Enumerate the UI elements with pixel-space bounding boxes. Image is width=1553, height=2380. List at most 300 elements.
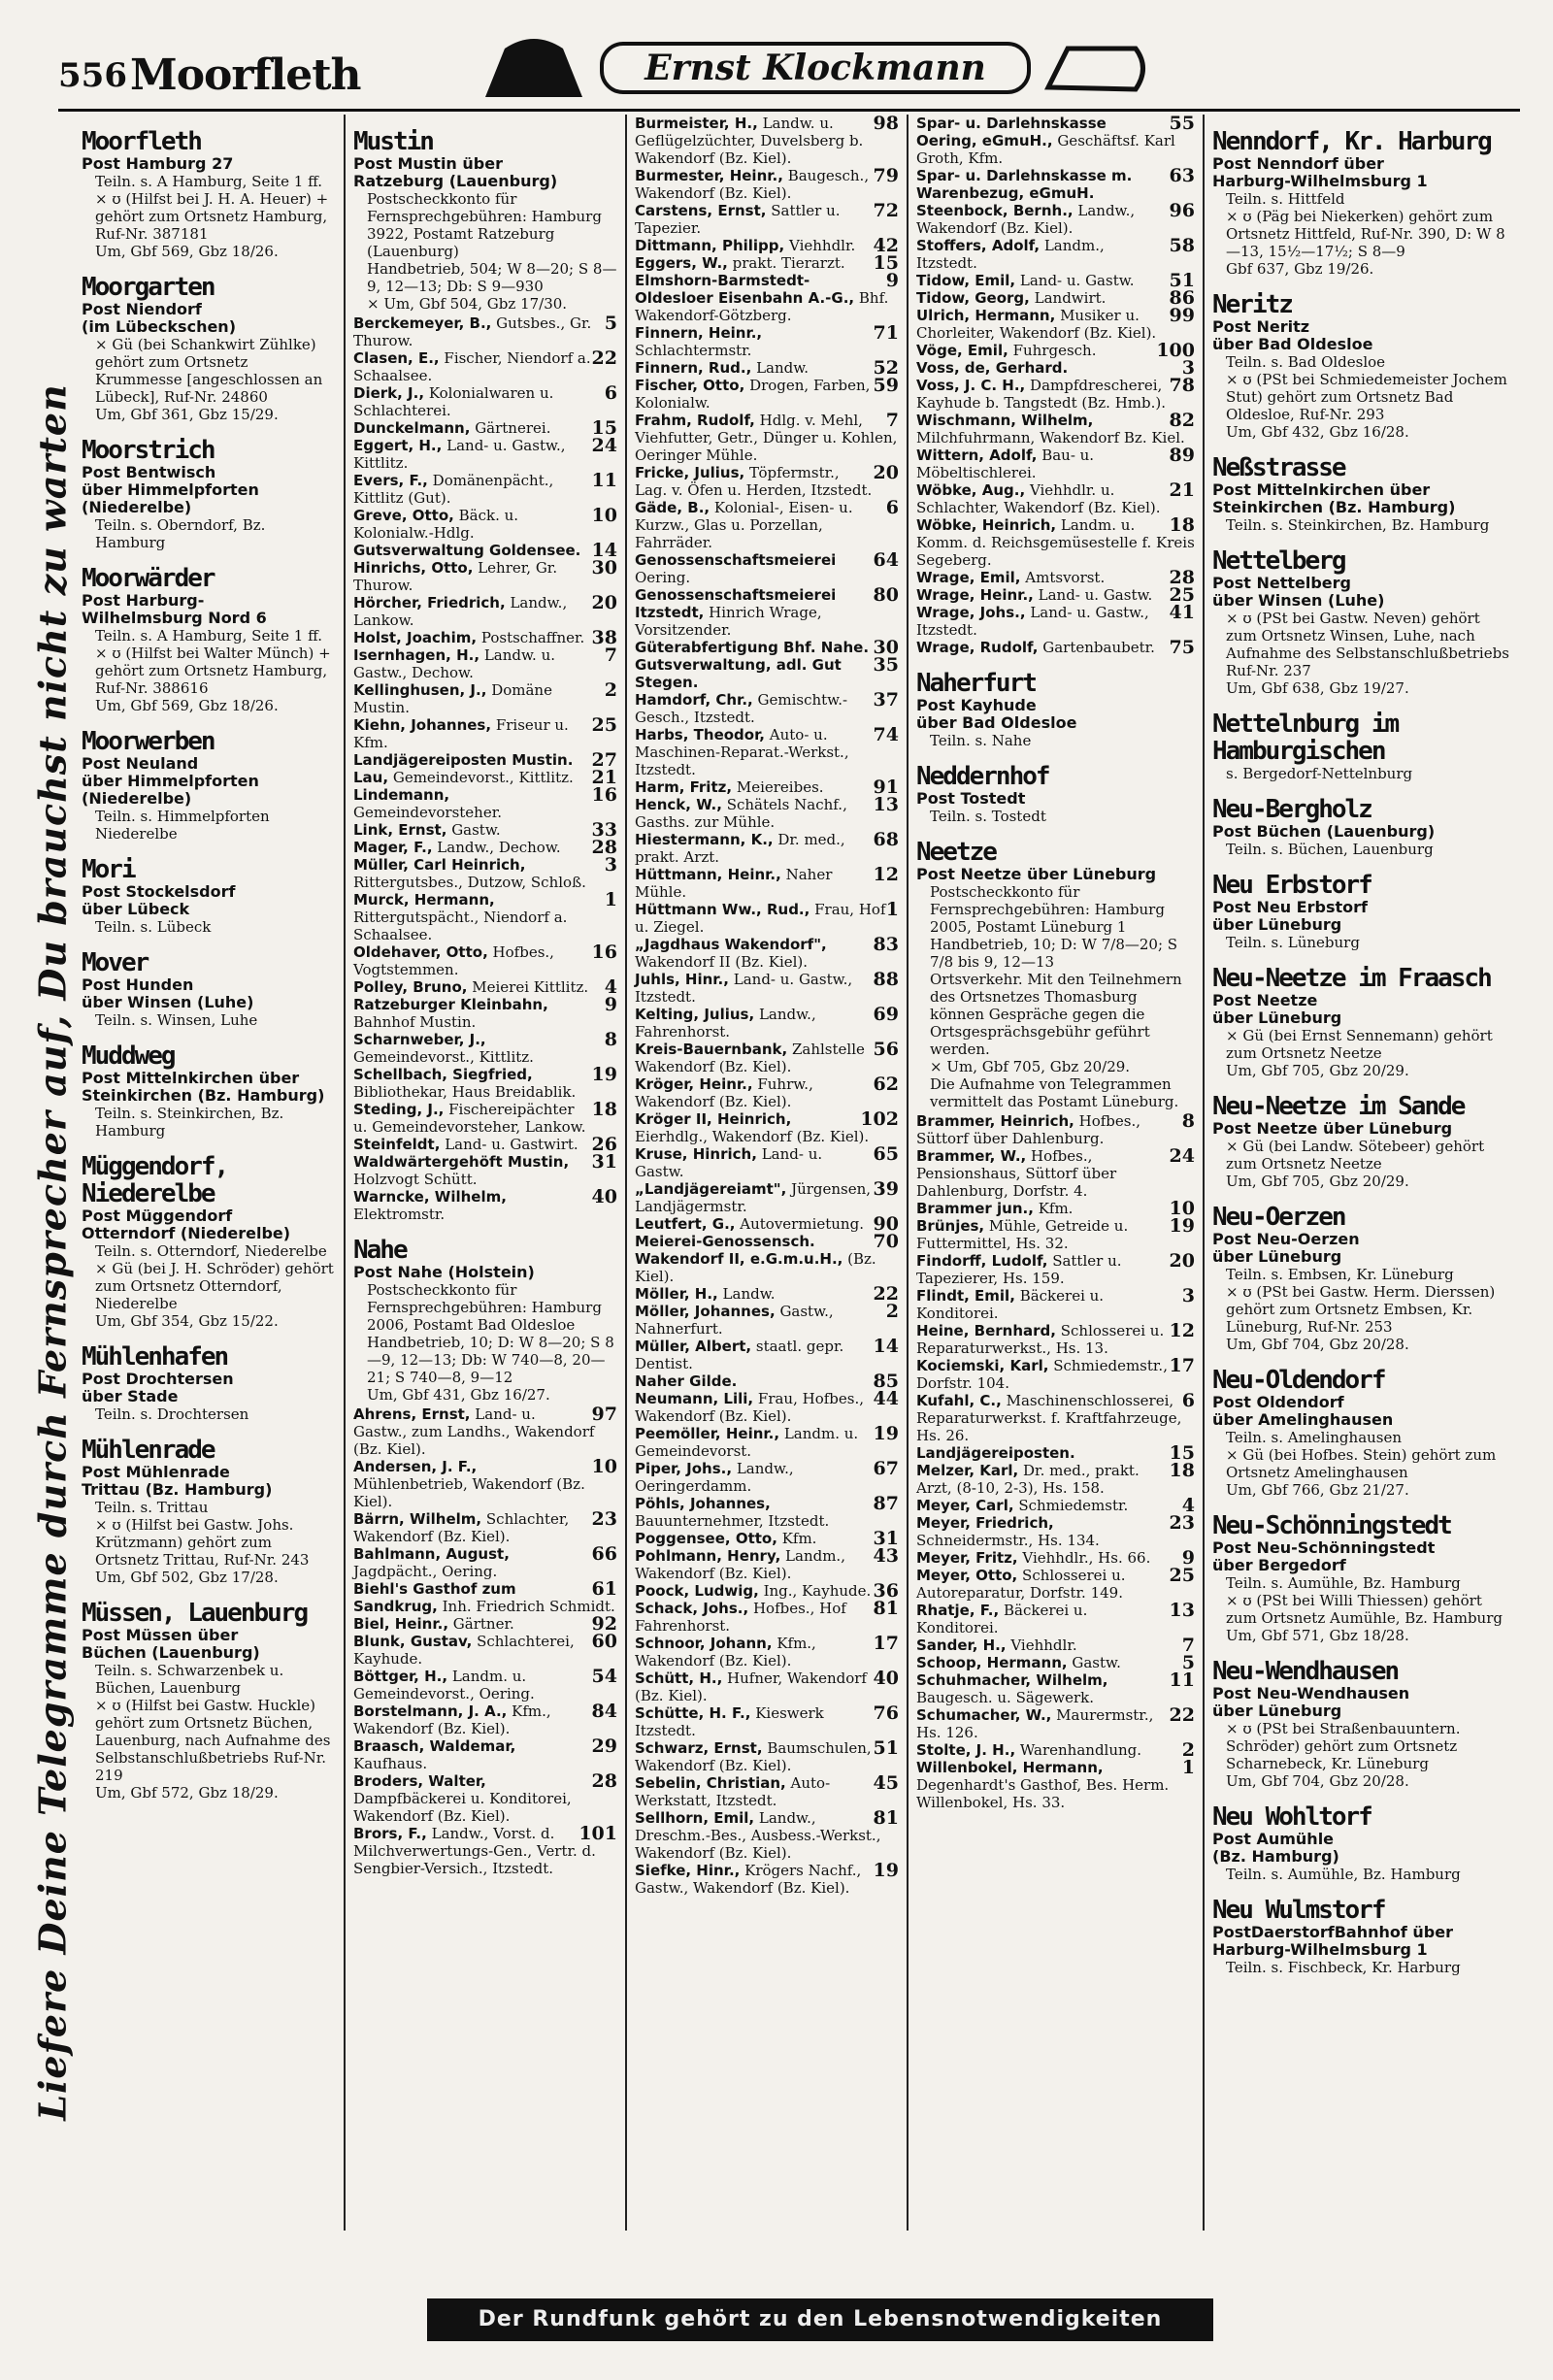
subscriber-details: Bäckerei u. Konditorei.: [916, 1287, 1105, 1322]
post-office: Post Hamburg 27: [82, 154, 234, 173]
subscriber-details: Mühlenbetrieb, Wakendorf (Bz. Kiel).: [353, 1475, 585, 1510]
subscriber-entry: [916, 359, 1195, 377]
subscriber-name: Broders, Walter,: [353, 1772, 486, 1790]
post-office: über Bad Oldesloe: [1212, 335, 1373, 353]
subscriber-details: Land- u. Gastw., Kittlitz.: [353, 437, 566, 472]
subscriber-entry: [353, 943, 617, 978]
logo-text: Ernst Klockmann: [644, 48, 986, 88]
subscriber-name: Kelting, Julius,: [635, 1006, 755, 1023]
subscriber-entry: [353, 769, 617, 786]
subscriber-details: Inh. Friedrich Schmidt.: [442, 1598, 615, 1615]
subscriber-entry: [635, 691, 899, 726]
place-info: Postscheckkonto für Fernsprechgebühren: Hamburg 2006, Postamt Bad Oldesloe: [367, 1281, 602, 1334]
subscriber-entry: [353, 1458, 617, 1510]
subscriber-name: Spar- u. Darlehnskasse Oering, eGmuH.,: [916, 115, 1107, 149]
subscriber-details: Schmiedemstr., Dorfstr. 104.: [916, 1357, 1168, 1392]
phone-number: 52: [873, 357, 899, 379]
place-info: Um, Gbf 572, Gbz 18/29.: [95, 1784, 279, 1802]
subscriber-name: Wöbke, Heinrich,: [916, 516, 1057, 534]
subscriber-name: Schack, Johs.,: [635, 1600, 749, 1617]
subscriber-entry: [635, 1006, 899, 1041]
phone-number: 19: [1169, 1215, 1195, 1237]
subscriber-details: Fuhrgesch.: [1012, 342, 1097, 359]
place-info: Um, Gbf 638, Gbz 19/27.: [1226, 679, 1409, 697]
subscriber-entry: [916, 1200, 1195, 1217]
subscriber-details: Gartenbaubetr.: [1042, 639, 1155, 656]
subscriber-name: Sander, H.,: [916, 1636, 1007, 1654]
subscriber-entry: [353, 996, 617, 1031]
subscriber-name: Evers, F.,: [353, 472, 428, 489]
subscriber-name: Poggensee, Otto,: [635, 1530, 777, 1547]
place-name: Mühlenrade: [82, 1436, 215, 1465]
place-entry: [82, 856, 336, 936]
place-entry: [1212, 1204, 1512, 1353]
subscriber-name: Braasch, Waldemar,: [353, 1737, 516, 1755]
place-info: Teiln. s. Schwarzenbek u. Büchen, Lauenburg: [95, 1662, 284, 1697]
subscriber-name: Gutsverwaltung, adl. Gut Stegen.: [635, 656, 842, 691]
place-info: × ʊ (Hilfst bei J. H. A. Heuer) + gehört zum Ortsnetz Hamburg, Ruf-Nr. 387181: [95, 190, 329, 243]
place-info: × Gü (bei J. H. Schröder) gehört zum Ortsnetz Otterndorf, Niederelbe: [95, 1260, 334, 1312]
place-info: × Gü (bei Landw. Sötebeer) gehört zum Ortsnetz Neetze: [1226, 1138, 1485, 1173]
subscriber-details: Schlachtermstr.: [635, 342, 752, 359]
place-entry: [82, 1600, 336, 1802]
subscriber-name: Steinfeldt,: [353, 1136, 441, 1153]
place-name: Neu-Neetze im Fraasch: [1212, 964, 1491, 993]
subscriber-name: Blunk, Gustav,: [353, 1633, 473, 1650]
place-name: Neßstrasse: [1212, 453, 1345, 482]
subscriber-details: Schlosserei u. Autoreparatur, Dorfstr. 149.: [916, 1567, 1126, 1602]
phone-number: 40: [591, 1186, 617, 1207]
phone-number: 37: [873, 689, 899, 711]
phone-number: 5: [1181, 1652, 1195, 1673]
subscriber-name: Landjägereiposten Mustin.: [353, 751, 574, 769]
subscriber-details: Dr. med., prakt. Arzt, (8-10, 2-3), Hs. 158.: [916, 1462, 1140, 1497]
phone-number: 35: [873, 654, 899, 676]
subscriber-details: Wakendorf II (Bz. Kiel).: [635, 953, 809, 971]
subscriber-name: Kruse, Hinrich,: [635, 1145, 757, 1163]
place-entry: [1212, 796, 1512, 858]
subscriber-entry: [916, 412, 1195, 446]
subscriber-details: (Bz. Kiel).: [635, 1250, 876, 1285]
subscriber-name: „Jagdhaus Wakendorf",: [635, 936, 827, 953]
subscriber-details: Gemischtw.-Gesch., Itzstedt.: [635, 691, 848, 726]
subscriber-entry: [635, 499, 899, 551]
phone-number: 92: [591, 1613, 617, 1635]
subscriber-entry: [635, 1739, 899, 1774]
place-entry: [82, 1437, 336, 1586]
subscriber-entry: [353, 314, 617, 349]
place-entry: [1212, 1803, 1512, 1883]
side-slogan: Liefere Deine Telegramme durch Fernsprecher auf, Du brauchst nicht zu warten: [30, 383, 75, 2121]
phone-number: 82: [1169, 410, 1195, 431]
subscriber-entry: [916, 272, 1195, 289]
subscriber-details: Zahlstelle Wakendorf (Bz. Kiel).: [635, 1041, 865, 1075]
subscriber-name: Wrage, Johs.,: [916, 604, 1026, 621]
post-office: Steinkirchen (Bz. Hamburg): [82, 1086, 325, 1105]
subscriber-entry: [916, 237, 1195, 272]
phone-number: 40: [873, 1668, 899, 1689]
subscriber-entry: [635, 1075, 899, 1110]
place-name: Müssen, Lauenburg: [82, 1599, 308, 1628]
place-entry: [1212, 1658, 1512, 1790]
subscriber-name: Berckemeyer, B.,: [353, 314, 492, 332]
phone-number: 69: [873, 1004, 899, 1025]
phone-number: 51: [1169, 270, 1195, 291]
place-info: Teiln. s. Nahe: [930, 732, 1032, 749]
phone-number: 22: [873, 1283, 899, 1305]
place-info: Die Aufnahme von Telegrammen vermittelt das Postamt Lüneburg.: [930, 1075, 1179, 1110]
phone-number: 7: [1181, 1635, 1195, 1656]
subscriber-name: Genossenschaftsmeierei: [635, 551, 837, 569]
subscriber-details: Frau, Hofbes., Wakendorf (Bz. Kiel).: [635, 1390, 865, 1425]
subscriber-details: Gemeindevorst., Kittlitz.: [392, 769, 574, 786]
phone-number: 18: [591, 1099, 617, 1120]
place-info: Teiln. s. Steinkirchen, Bz. Hamburg: [95, 1105, 284, 1140]
subscriber-details: Fischereipächter u. Gemeindevorsteher, Lankow.: [353, 1101, 586, 1136]
subscriber-details: Naher Mühle.: [635, 866, 833, 901]
place-entry: [353, 128, 617, 313]
place-info: × Gü (bei Hofbes. Stein) gehört zum Ortsnetz Amelinghausen: [1226, 1446, 1497, 1481]
subscriber-entry: [353, 1737, 617, 1772]
subscriber-details: Bhf. Wakendorf-Götzberg.: [635, 289, 889, 324]
phone-number: 8: [604, 1029, 617, 1050]
phone-number: 12: [1169, 1320, 1195, 1341]
phone-number: 16: [591, 784, 617, 806]
place-info: × ʊ (Päg bei Niekerken) gehört zum Ortsnetz Hittfeld, Ruf-Nr. 390, D: W 8—13, 15½—17½; S 8—9: [1226, 208, 1505, 260]
subscriber-details: Maurermstr., Hs. 126.: [916, 1706, 1154, 1741]
subscriber-entry: [635, 1774, 899, 1809]
subscriber-details: Schlosserei u. Reparaturwerkst., Hs. 13.: [916, 1322, 1165, 1357]
phone-number: 39: [873, 1178, 899, 1200]
phone-number: 19: [873, 1423, 899, 1444]
subscriber-entry: [916, 446, 1195, 481]
subscriber-details: Bibliothekar, Haus Breidablik.: [353, 1083, 577, 1101]
subscriber-entry: [353, 349, 617, 384]
post-office: über Himmelpforten: [82, 772, 259, 790]
phone-number: 54: [591, 1666, 617, 1687]
phone-number: 21: [1169, 479, 1195, 501]
subscriber-entry: [916, 604, 1195, 639]
subscriber-name: Pöhls, Johannes,: [635, 1495, 771, 1512]
place-info: Um, Gbf 569, Gbz 18/26.: [95, 243, 279, 260]
phone-number: 30: [873, 637, 899, 658]
phone-number: 14: [873, 1336, 899, 1357]
phone-number: 44: [873, 1388, 899, 1409]
subscriber-details: Land- u. Gastw.: [635, 1145, 823, 1180]
subscriber-entry: [916, 1444, 1195, 1462]
post-office: Post Nettelberg: [1212, 574, 1351, 592]
subscriber-details: Degenhardt's Gasthof, Bes. Herm. Willenbokel, Hs. 33.: [916, 1776, 1170, 1811]
post-office: Post Büchen (Lauenburg): [1212, 822, 1436, 841]
subscriber-name: Frahm, Rudolf,: [635, 412, 755, 429]
subscriber-details: Gemeindevorst., Kittlitz.: [353, 1048, 534, 1066]
phone-number: 63: [1169, 165, 1195, 186]
phone-number: 11: [1169, 1669, 1195, 1691]
subscriber-name: Findorff, Ludolf,: [916, 1252, 1048, 1270]
place-name: Moorstrich: [82, 436, 215, 465]
subscriber-name: Vöge, Emil,: [916, 342, 1008, 359]
place-info: Teiln. s. Winsen, Luhe: [95, 1011, 258, 1029]
subscriber-entry: [916, 289, 1195, 307]
place-info: Um, Gbf 705, Gbz 20/29.: [1226, 1173, 1409, 1190]
place-info: Um, Gbf 704, Gbz 20/28.: [1226, 1772, 1409, 1790]
phone-number: 33: [591, 819, 617, 841]
subscriber-details: Dampfbäckerei u. Konditorei, Wakendorf (Bz. Kiel).: [353, 1790, 572, 1825]
phone-number: 3: [604, 854, 617, 876]
subscriber-name: Willenbokel, Hermann,: [916, 1759, 1104, 1776]
subscriber-name: Peemöller, Heinr.,: [635, 1425, 780, 1442]
post-office: Post Neu-Wendhausen: [1212, 1684, 1410, 1702]
phone-number: 16: [591, 942, 617, 963]
subscriber-details: Fischer, Niendorf a. Schaalsee.: [353, 349, 591, 384]
subscriber-name: Carstens, Ernst,: [635, 202, 767, 219]
place-entry: [1212, 872, 1512, 951]
place-entry: [82, 1042, 336, 1140]
place-name: Neu-Bergholz: [1212, 795, 1371, 824]
place-info: Um, Gbf 431, Gbz 16/27.: [367, 1386, 550, 1404]
subscriber-name: Schwarz, Ernst,: [635, 1739, 763, 1757]
subscriber-details: Hofbes., Pensionshaus, Süttorf über Dahlenburg, Dorfstr. 4.: [916, 1147, 1117, 1200]
place-entry: [916, 670, 1195, 749]
place-entry: [82, 437, 336, 551]
subscriber-entry: [916, 1671, 1195, 1706]
subscriber-entry: [635, 324, 899, 359]
phone-number: 71: [873, 322, 899, 344]
subscriber-name: Böttger, H.,: [353, 1668, 448, 1685]
subscriber-name: Meyer, Otto,: [916, 1567, 1018, 1584]
subscriber-entry: [635, 796, 899, 831]
subscriber-entry: [916, 639, 1195, 656]
subscriber-details: Land- u. Gastw., zum Landhs., Wakendorf (Bz. Kiel).: [353, 1405, 595, 1458]
subscriber-details: Rittergutsbes., Dutzow, Schloß.: [353, 874, 586, 891]
subscriber-name: Schnoor, Johann,: [635, 1635, 773, 1652]
subscriber-entry: [635, 1600, 899, 1635]
post-office: Post Harburg-: [82, 591, 205, 610]
subscriber-name: Greve, Otto,: [353, 507, 454, 524]
place-entry: [82, 565, 336, 714]
subscriber-details: Hdlg. v. Mehl, Viehfutter, Getr., Dünger u. Kohlen, Oeringer Mühle.: [635, 412, 898, 464]
subscriber-name: „Landjägereiamt",: [635, 1180, 787, 1198]
subscriber-name: Eggers, W.,: [635, 254, 728, 272]
phone-number: 5: [604, 313, 617, 334]
subscriber-details: Postschaffner.: [480, 629, 585, 646]
subscriber-entry: [635, 464, 899, 499]
subscriber-entry: [353, 1066, 617, 1101]
subscriber-entry: [353, 716, 617, 751]
subscriber-name: Kufahl, C.,: [916, 1392, 1002, 1409]
phone-number: 22: [1169, 1704, 1195, 1726]
phone-number: 7: [604, 645, 617, 666]
subscriber-name: Meierei-Genossensch. Wakendorf II, e.G.m.u.H.,: [635, 1233, 843, 1268]
place-name: Muddweg: [82, 1041, 175, 1071]
subscriber-name: Landjägereiposten.: [916, 1444, 1075, 1462]
subscriber-entry: [353, 1136, 617, 1153]
post-office: Steinkirchen (Bz. Hamburg): [1212, 498, 1456, 516]
phone-number: 68: [873, 829, 899, 850]
subscriber-entry: [635, 1704, 899, 1739]
phone-number: 24: [591, 435, 617, 456]
subscriber-name: Müller, Carl Heinrich,: [353, 856, 526, 874]
subscriber-entry: [916, 1706, 1195, 1741]
phone-number: 85: [873, 1371, 899, 1392]
phone-number: 81: [873, 1598, 899, 1619]
phone-number: 56: [873, 1039, 899, 1060]
subscriber-name: Elmshorn-Barmstedt-Oldesloer Eisenbahn A.-G.,: [635, 272, 855, 307]
subscriber-entry: [635, 412, 899, 464]
place-info: Teiln. s. Otterndorf, Niederelbe: [95, 1242, 327, 1260]
phone-number: 41: [1169, 602, 1195, 623]
phone-number: 17: [873, 1633, 899, 1654]
phone-number: 70: [873, 1231, 899, 1252]
subscriber-entry: [916, 1549, 1195, 1567]
column-3: [627, 115, 909, 2231]
subscriber-entry: [635, 377, 899, 412]
phone-number: 25: [1169, 1565, 1195, 1586]
subscriber-entry: [353, 419, 617, 437]
subscriber-entry: [635, 1110, 899, 1145]
place-info: Teiln. s. Himmelpforten Niederelbe: [95, 808, 270, 843]
subscriber-details: Landwirt.: [1034, 289, 1107, 307]
subscriber-name: Brünjes,: [916, 1217, 985, 1235]
subscriber-name: Melzer, Karl,: [916, 1462, 1019, 1479]
subscriber-name: Kröger II, Heinrich,: [635, 1110, 792, 1128]
subscriber-name: Kreis-Bauernbank,: [635, 1041, 788, 1058]
subscriber-entry: [635, 866, 899, 901]
subscriber-details: Warenhandlung.: [1019, 1741, 1142, 1759]
subscriber-details: Geschäftsf. Karl Groth, Kfm.: [916, 132, 1175, 167]
subscriber-details: Viehhdlr. u. Schlachter, Wakendorf (Bz. Kiel).: [916, 481, 1161, 516]
subscriber-name: Oldehaver, Otto,: [353, 943, 488, 961]
post-office: über Lüneburg: [1212, 1008, 1342, 1027]
place-info: Um, Gbf 569, Gbz 18/26.: [95, 697, 279, 714]
post-office: Post Aumühle: [1212, 1830, 1335, 1848]
place-name: Neu-Oldendorf: [1212, 1366, 1385, 1395]
subscriber-details: Fuhrw., Wakendorf (Bz. Kiel).: [635, 1075, 813, 1110]
post-office: über Lüneburg: [1212, 1702, 1342, 1720]
post-office: Post Tostedt: [916, 789, 1026, 808]
phone-number: 19: [873, 1860, 899, 1881]
post-office: Post Müggendorf: [82, 1207, 233, 1225]
subscriber-entry: [916, 1759, 1195, 1811]
subscriber-name: Müller, Albert,: [635, 1338, 752, 1355]
subscriber-name: Waldwärtergehöft Mustin,: [353, 1153, 570, 1171]
place-info: × ʊ (PSt bei Straßenbauuntern. Schröder) gehört zum Ortsnetz Scharnebeck, Kr. Lüneburg: [1226, 1720, 1461, 1772]
place-name: Neu-Schönningstedt: [1212, 1511, 1451, 1540]
subscriber-details: Jagdpächt., Oering.: [353, 1563, 498, 1580]
phone-number: 43: [873, 1545, 899, 1567]
subscriber-details: Bäck. u. Kolonialw.-Hdlg.: [353, 507, 519, 542]
post-office: Post Kayhude: [916, 696, 1037, 714]
subscriber-name: Fricke, Julius,: [635, 464, 745, 481]
phone-number: 9: [1181, 1547, 1195, 1569]
subscriber-entry: [916, 516, 1195, 569]
subscriber-name: Kiehn, Johannes,: [353, 716, 492, 734]
phone-number: 23: [1169, 1512, 1195, 1534]
place-entry: [916, 763, 1195, 825]
place-info: Um, Gbf 766, Gbz 21/27.: [1226, 1481, 1409, 1499]
subscriber-entry: [635, 1390, 899, 1425]
subscriber-name: Genossenschaftsmeierei Itzstedt,: [635, 586, 837, 621]
subscriber-entry: [635, 656, 899, 691]
subscriber-name: Poock, Ludwig,: [635, 1582, 759, 1600]
subscriber-name: Wrage, Emil,: [916, 569, 1021, 586]
subscriber-details: Gärtnerei.: [475, 419, 551, 437]
phone-number: 10: [591, 505, 617, 526]
phone-number: 21: [591, 767, 617, 788]
subscriber-name: Bahlmann, August,: [353, 1545, 510, 1563]
subscriber-entry: [916, 586, 1195, 604]
phone-number: 25: [591, 714, 617, 736]
phone-number: 18: [1169, 514, 1195, 536]
phone-number: 23: [591, 1508, 617, 1530]
subscriber-name: Henck, W.,: [635, 796, 722, 813]
place-entry: [1212, 1897, 1512, 1976]
place-info: × Um, Gbf 504, Gbz 17/30.: [367, 295, 568, 313]
phone-number: 14: [591, 540, 617, 561]
place-entry: [1212, 454, 1512, 534]
subscriber-details: Töpfermstr., Lag. v. Öfen u. Herden, Itzstedt.: [635, 464, 873, 499]
phone-number: 26: [591, 1134, 617, 1155]
phone-number: 60: [591, 1631, 617, 1652]
phone-number: 3: [1181, 357, 1195, 379]
subscriber-details: Maschinenschlosserei, Reparaturwerkst. f. Kraftfahrzeuge, Hs. 26.: [916, 1392, 1182, 1444]
subscriber-entry: [353, 1031, 617, 1066]
subscriber-entry: [916, 307, 1195, 342]
subscriber-entry: [635, 831, 899, 866]
place-info: Postscheckkonto für Fernsprechgebühren: Hamburg 3922, Postamt Ratzeburg (Lauenburg): [367, 190, 602, 260]
subscriber-name: Dierk, J.,: [353, 384, 425, 402]
subscriber-details: Dampfdrescherei, Kayhude b. Tangstedt (Bz. Hmb.).: [916, 377, 1166, 412]
post-office: über Bad Oldesloe: [916, 713, 1077, 732]
subscriber-details: Elektromstr.: [353, 1206, 446, 1223]
subscriber-details: Mühle, Getreide u. Futtermittel, Hs. 32.: [916, 1217, 1129, 1252]
post-office: Post Müssen über: [82, 1626, 239, 1644]
phone-number: 15: [591, 417, 617, 439]
subscriber-entry: [353, 559, 617, 594]
subscriber-entry: [916, 1357, 1195, 1392]
phone-number: 83: [873, 934, 899, 955]
subscriber-details: Land- u. Gastw., Itzstedt.: [916, 604, 1149, 639]
subscriber-name: Rhatje, F.,: [916, 1602, 1000, 1619]
post-office: Post Nenndorf über: [1212, 154, 1384, 173]
phone-number: 84: [591, 1701, 617, 1722]
place-info: × Gü (bei Ernst Sennemann) gehört zum Ortsnetz Neetze: [1226, 1027, 1493, 1062]
subscriber-details: Amtsvorst.: [1025, 569, 1106, 586]
place-info: Teiln. s. A Hamburg, Seite 1 ff.: [95, 627, 322, 645]
subscriber-entry: [635, 1145, 899, 1180]
subscriber-name: Stoffers, Adolf,: [916, 237, 1041, 254]
subscriber-details: Bahnhof Mustin.: [353, 1013, 477, 1031]
phone-number: 90: [873, 1213, 899, 1235]
subscriber-name: Dunckelmann,: [353, 419, 471, 437]
post-office: Post Oldendorf: [1212, 1393, 1344, 1411]
subscriber-name: Polley, Bruno,: [353, 978, 468, 996]
subscriber-name: Ulrich, Hermann,: [916, 307, 1056, 324]
subscriber-details: Sattler u. Tapezierer, Hs. 159.: [916, 1252, 1122, 1287]
subscriber-name: Ahrens, Ernst,: [353, 1405, 471, 1423]
phone-number: 66: [591, 1543, 617, 1565]
phone-number: 59: [873, 375, 899, 396]
subscriber-entry: [635, 237, 899, 254]
place-info: Ortsverkehr. Mit den Teilnehmern des Ortsnetzes Thomasburg können Gespräche gegen die Ortsgesprächsgebühr geführt werden.: [930, 971, 1182, 1058]
subscriber-details: Baumschulen, Wakendorf (Bz. Kiel).: [635, 1739, 872, 1774]
subscriber-entry: [916, 1462, 1195, 1497]
place-info: Um, Gbf 705, Gbz 20/29.: [1226, 1062, 1409, 1079]
post-office: Post Bentwisch: [82, 463, 216, 481]
phone-number: 98: [873, 115, 899, 134]
phone-number: 19: [591, 1064, 617, 1085]
post-office: Post Neu-Schönningstedt: [1212, 1538, 1436, 1557]
